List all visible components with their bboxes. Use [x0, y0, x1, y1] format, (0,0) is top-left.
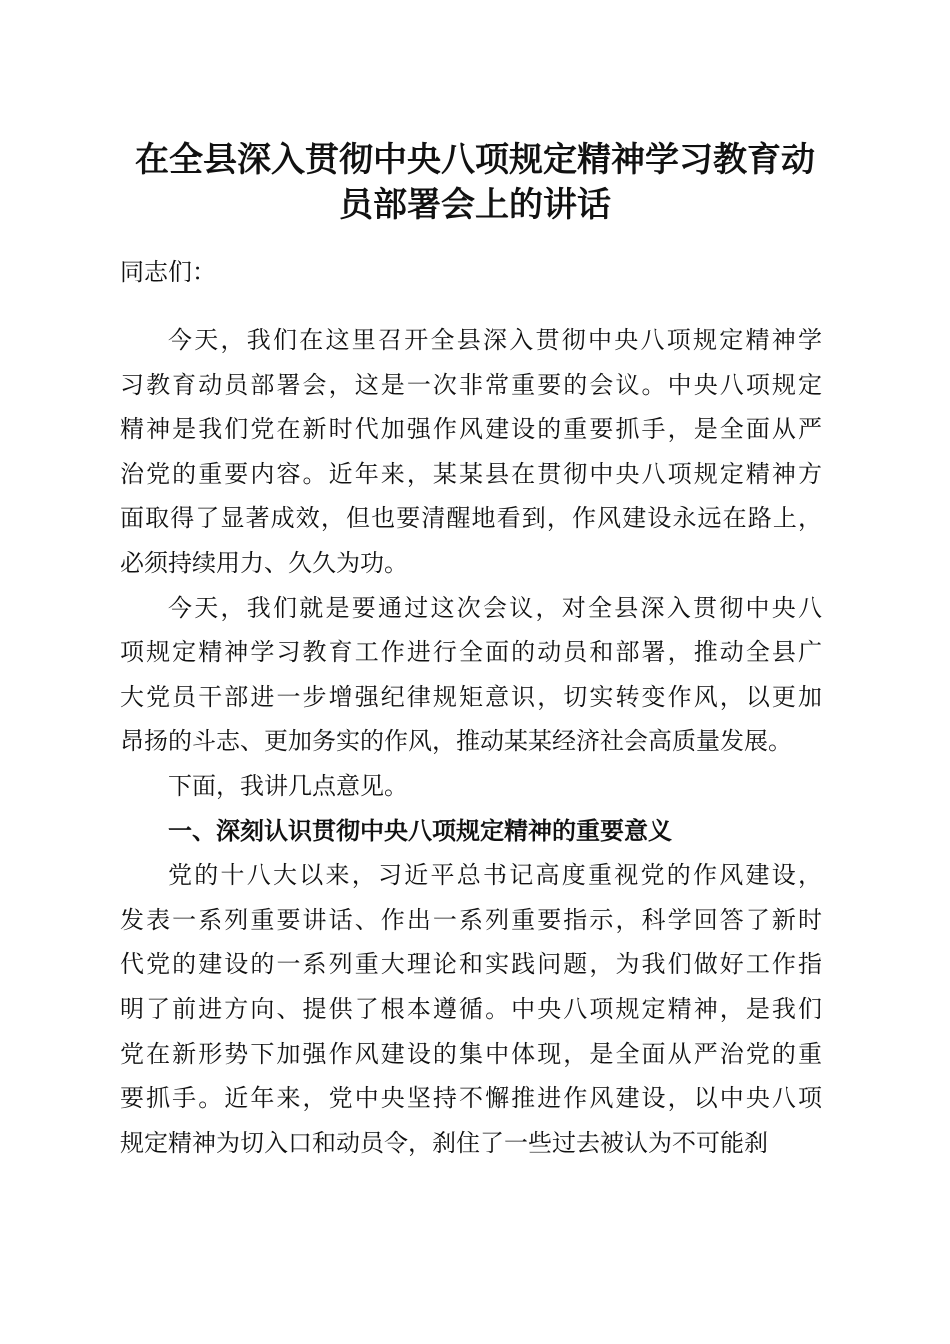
- paragraph-line: 要抓手。近年来，党中央坚持不懈推进作风建设，以中央八项: [120, 1084, 822, 1113]
- paragraph-line: 治党的重要内容。近年来，某某县在贯彻中央八项规定精神方: [120, 459, 822, 488]
- paragraph-line: 必须持续用力、久久为功。: [120, 549, 408, 577]
- paragraph-line: 昂扬的斗志、更加务实的作风，推动某某经济社会高质量发展。: [120, 727, 792, 756]
- paragraph-line: 今天，我们就是要通过这次会议，对全县深入贯彻中央八: [168, 593, 822, 622]
- document-title-line-2: 员部署会上的讲话: [339, 185, 611, 225]
- paragraph-line: 发表一系列重要讲话、作出一系列重要指示，科学回答了新时: [120, 905, 822, 934]
- paragraph-line: 今天，我们在这里召开全县深入贯彻中央八项规定精神学: [168, 326, 822, 354]
- salutation: 同志们：: [120, 258, 216, 286]
- paragraph-line: 精神是我们党在新时代加强作风建设的重要抓手，是全面从严: [120, 415, 822, 444]
- document-title-line-1: 在全县深入贯彻中央八项规定精神学习教育动: [135, 140, 815, 180]
- paragraph-line: 下面，我讲几点意见。: [168, 772, 408, 800]
- section-heading: 一、深刻认识贯彻中央八项规定精神的重要意义: [168, 815, 672, 845]
- paragraph-line: 代党的建设的一系列重大理论和实践问题，为我们做好工作指: [120, 950, 822, 979]
- paragraph-line: 党在新形势下加强作风建设的集中体现，是全面从严治党的重: [120, 1039, 822, 1068]
- paragraph-line: 党的十八大以来，习近平总书记高度重视党的作风建设，: [168, 861, 822, 890]
- paragraph-line: 大党员干部进一步增强纪律规矩意识，切实转变作风，以更加: [120, 682, 822, 711]
- paragraph-line: 习教育动员部署会，这是一次非常重要的会议。中央八项规定: [120, 370, 822, 399]
- paragraph-line: 明了前进方向、提供了根本遵循。中央八项规定精神，是我们: [120, 995, 822, 1023]
- paragraph-line: 规定精神为切入口和动员令，刹住了一些过去被认为不可能刹: [120, 1128, 768, 1157]
- paragraph-line: 项规定精神学习教育工作进行全面的动员和部署，推动全县广: [120, 638, 822, 667]
- paragraph-line: 面取得了显著成效，但也要清醒地看到，作风建设永远在路上，: [120, 504, 822, 533]
